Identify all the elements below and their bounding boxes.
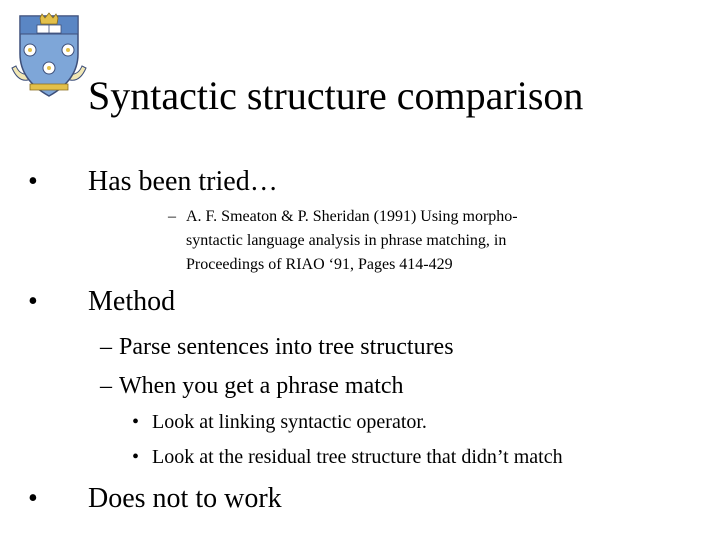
bullet-marker: • [132,411,140,433]
sub-sub-bullet-item [132,409,427,435]
bullet-marker: • [28,483,38,514]
bullet-item [28,482,282,516]
bullet-text: Method [88,286,176,317]
bullet-marker: • [132,446,140,468]
reference-line: A. F. Smeaton & P. Sheridan (1991) Using morpho- [186,208,518,225]
sub-bullet-text: When you get a phrase match [119,373,404,399]
bullet-item [28,165,278,199]
slide-title: Syntactic structure comparison [88,73,584,118]
bullet-text: Has been tried… [88,166,278,197]
sub-bullet-text: Parse sentences into tree structures [119,334,454,360]
university-crest-icon [10,10,88,102]
bullet-marker: • [28,166,38,197]
reference-line: Proceedings of RIAO ‘91, Pages 414-429 [186,256,453,273]
sub-sub-bullet-text: Look at linking syntactic operator. [152,411,427,433]
sub-sub-bullet-text: Look at the residual tree structure that didn’t match [152,446,563,468]
reference-citation [168,205,518,277]
dash-marker: – [100,334,112,360]
bullet-item [28,285,175,319]
sub-bullet-item [100,332,454,362]
dash-marker: – [100,373,112,399]
sub-bullet-item [100,371,404,401]
sub-sub-bullet-item [132,444,563,470]
bullet-marker: • [28,286,38,317]
dash-marker: – [168,208,176,225]
bullet-text: Does not to work [88,483,282,514]
reference-line: syntactic language analysis in phrase matching, in [186,232,507,249]
